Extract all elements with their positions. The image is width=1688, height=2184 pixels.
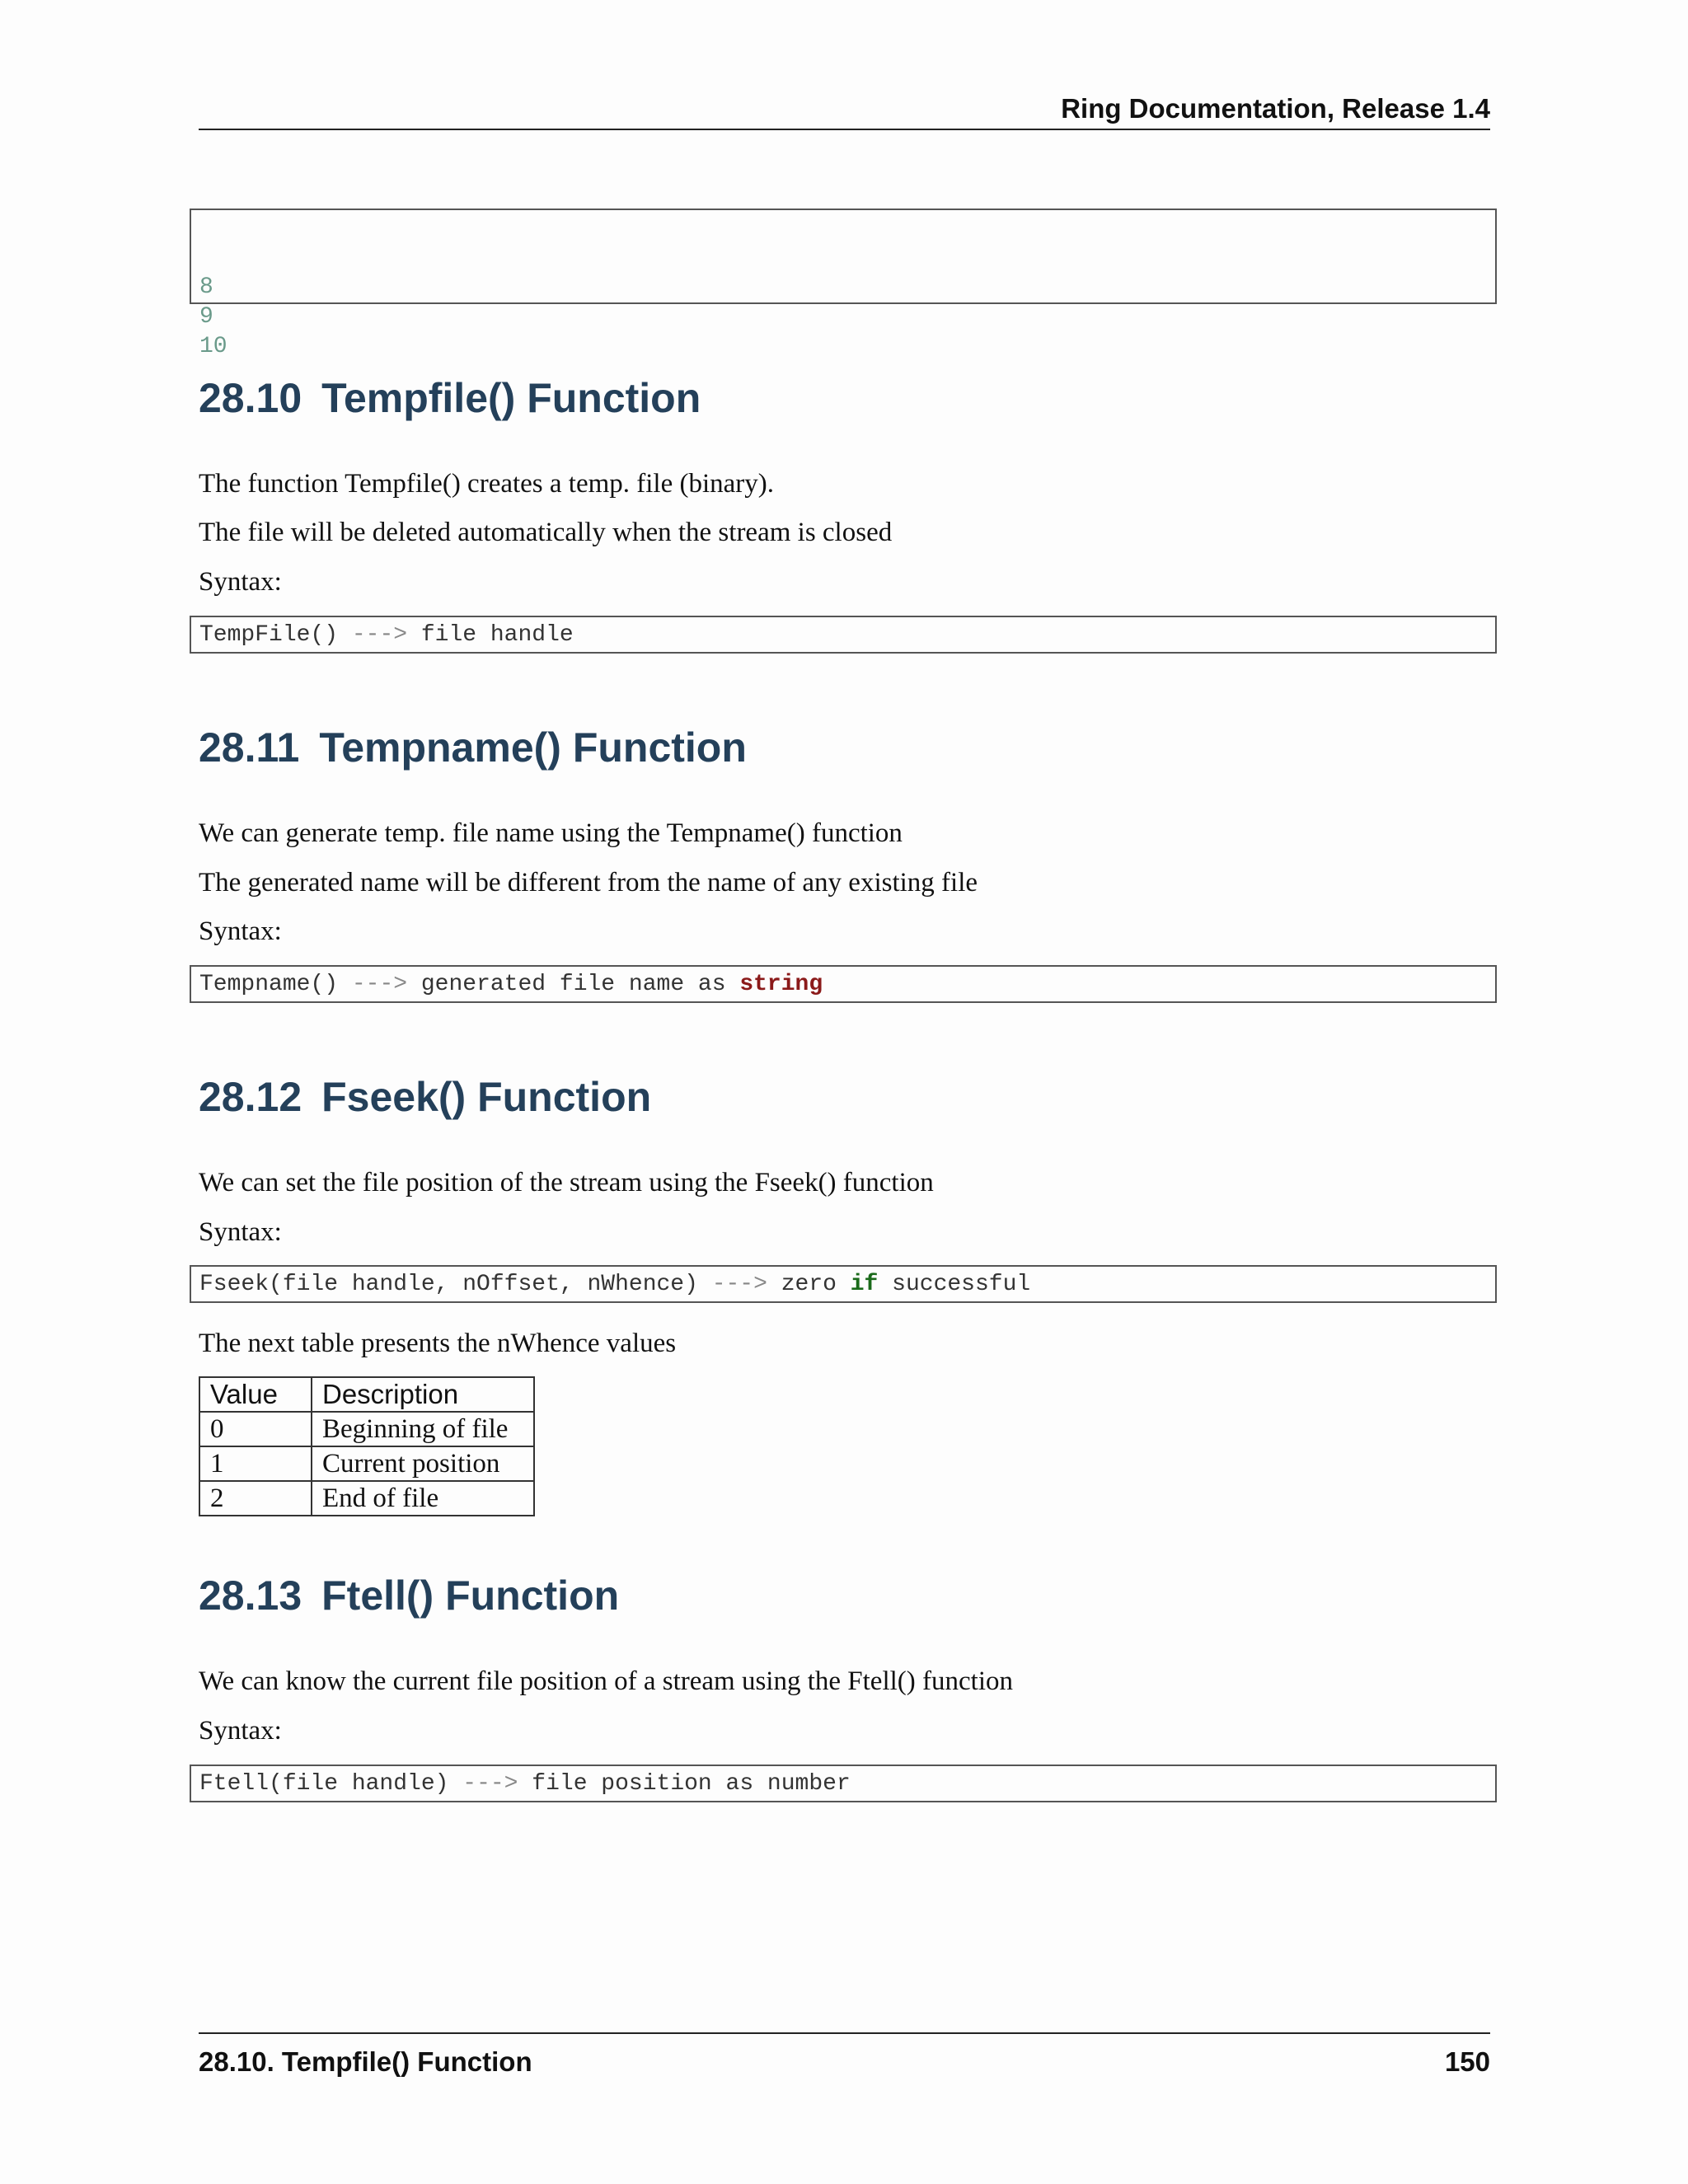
header-title: Ring Documentation, Release 1.4 <box>1061 93 1490 124</box>
code-block-fseek <box>190 1265 1497 1303</box>
code-text: Tempname() <box>199 972 352 997</box>
paragraph: The next table presents the nWhence values <box>199 1329 677 1358</box>
code-keyword: if <box>850 1272 879 1297</box>
section-number: 28.12 <box>199 1074 302 1120</box>
code-text: Ftell(file handle) <box>199 1771 463 1797</box>
code-arrow: ---> <box>351 622 408 648</box>
paragraph: Syntax: <box>199 567 282 597</box>
code-text: file position as number <box>518 1771 851 1797</box>
code-arrow: ---> <box>462 1771 518 1797</box>
page-number: 150 <box>1444 2046 1490 2077</box>
code-arrow: ---> <box>351 972 408 997</box>
section-title: Fseek() Function <box>321 1074 652 1120</box>
page-header <box>199 92 1490 130</box>
code-text: file handle <box>407 622 574 648</box>
paragraph: We can generate temp. file name using the Tempname() function <box>199 818 903 848</box>
paragraph: Syntax: <box>199 916 282 946</box>
table-cell: 2 <box>199 1481 312 1516</box>
code-text: zero <box>767 1272 851 1297</box>
table-row <box>199 1412 534 1446</box>
table-cell: Beginning of file <box>312 1412 534 1446</box>
page-footer <box>199 2032 1490 2083</box>
paragraph: The function Tempfile() creates a temp. file (binary). <box>199 469 775 499</box>
section-title: Ftell() Function <box>321 1572 620 1619</box>
code-keyword: string <box>739 972 823 997</box>
line-number: 9 <box>199 304 213 330</box>
section-title: Tempfile() Function <box>321 375 701 421</box>
paragraph: Syntax: <box>199 1217 282 1247</box>
table-cell: Current position <box>312 1446 534 1481</box>
table-row <box>199 1446 534 1481</box>
paragraph: We can know the current file position of a stream using the Ftell() function <box>199 1666 1013 1696</box>
nwhence-table <box>199 1376 535 1516</box>
section-number: 28.11 <box>199 724 300 771</box>
section-number: 28.10 <box>199 375 302 421</box>
column-header: Value <box>199 1377 312 1412</box>
code-block-continuation <box>190 209 1497 359</box>
section-heading-28-13 <box>199 1571 619 1620</box>
section-title: Tempname() Function <box>319 724 747 771</box>
line-number: 10 <box>199 334 227 359</box>
code-text: successful <box>878 1272 1031 1297</box>
table-cell: End of file <box>312 1481 534 1516</box>
code-block-ftell <box>190 1765 1497 1802</box>
line-number: 8 <box>199 274 213 300</box>
code-block-tempfile <box>190 616 1497 654</box>
code-arrow: ---> <box>711 1272 767 1297</box>
paragraph: We can set the file position of the stream using the Fseek() function <box>199 1168 934 1197</box>
section-heading-28-12 <box>199 1072 651 1122</box>
table-row <box>199 1481 534 1516</box>
paragraph: Syntax: <box>199 1716 282 1746</box>
section-heading-28-10 <box>199 373 701 423</box>
code-text: Fseek(file handle, nOffset, nWhence) <box>199 1272 712 1297</box>
code-text: generated file name as <box>407 972 740 997</box>
paragraph: The generated name will be different from the name of any existing file <box>199 868 978 898</box>
table-header-row <box>199 1377 534 1412</box>
table-cell: 0 <box>199 1412 312 1446</box>
column-header: Description <box>312 1377 534 1412</box>
section-heading-28-11 <box>199 723 747 772</box>
table-cell: 1 <box>199 1446 312 1481</box>
footer-section-title: 28.10. Tempfile() Function <box>199 2046 532 2077</box>
section-number: 28.13 <box>199 1572 302 1619</box>
paragraph: The file will be deleted automatically when the stream is closed <box>199 518 893 547</box>
code-block-tempname <box>190 965 1497 1003</box>
code-text: TempFile() <box>199 622 352 648</box>
